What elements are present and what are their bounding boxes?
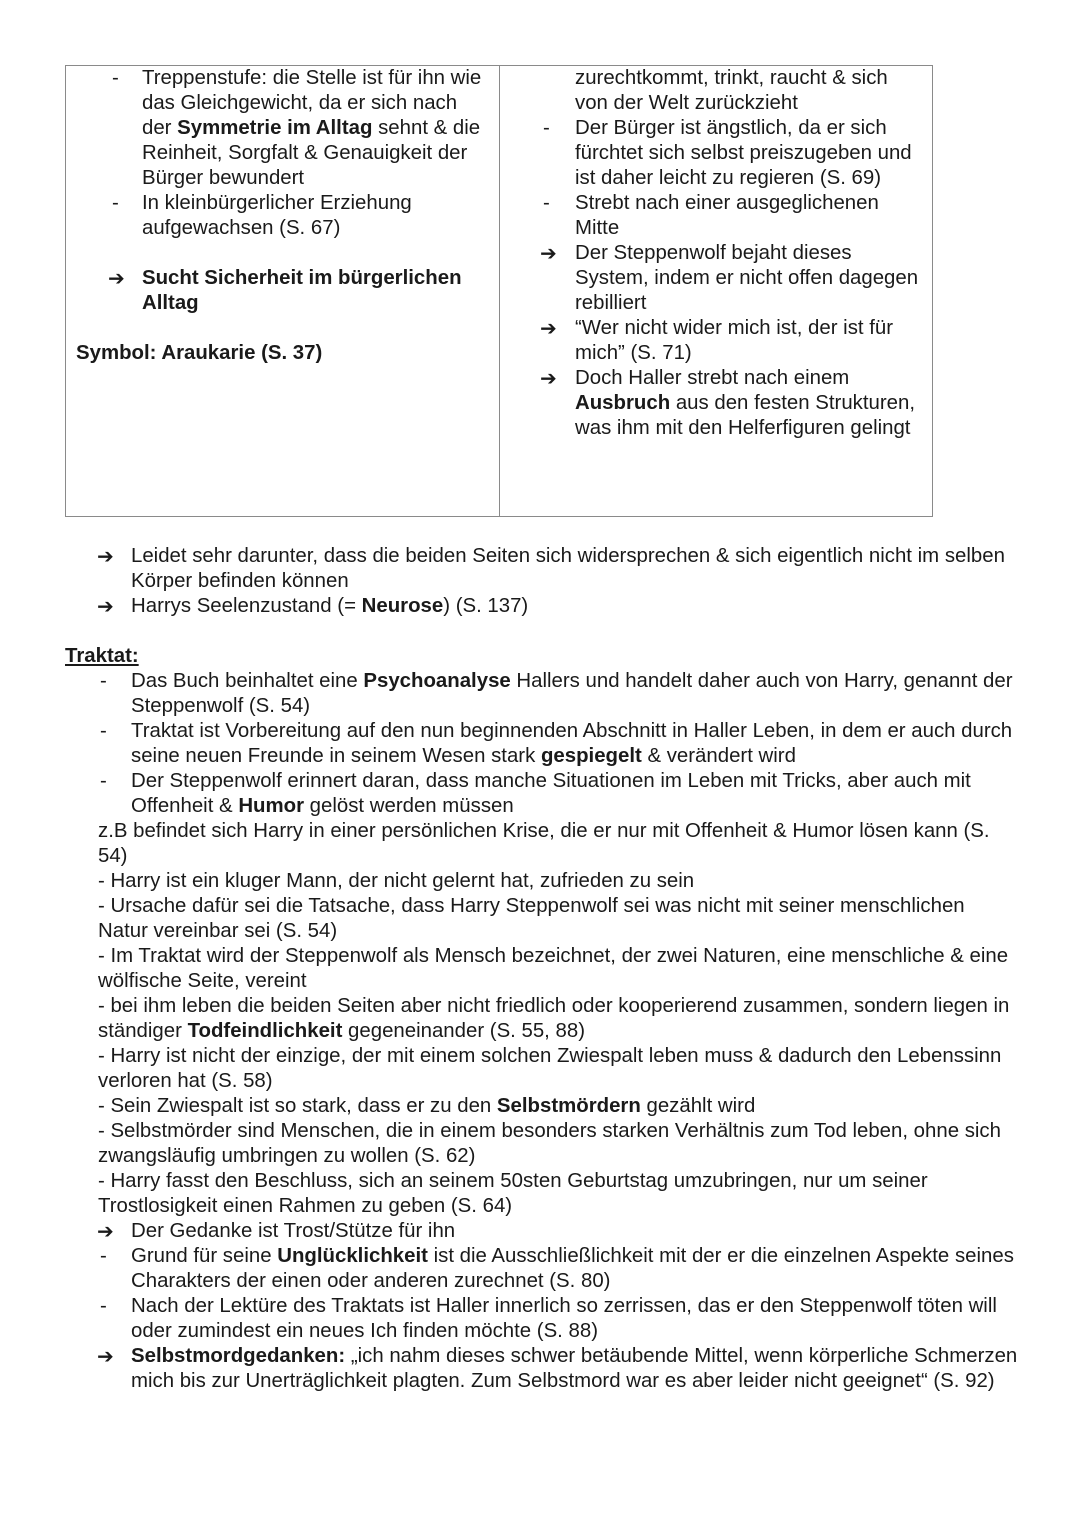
spacer xyxy=(66,316,499,341)
arrow-bullet-item xyxy=(0,1219,1080,1244)
arrow-bullet-item xyxy=(500,366,932,441)
text: In kleinbürgerlicher Erziehung aufgewachsen (S. 67) xyxy=(142,192,412,239)
arrow-bullet-item xyxy=(66,266,499,316)
bold-text: Selbstmordgedanken: xyxy=(131,1345,346,1367)
arrow-bullet-item xyxy=(500,241,932,316)
text: - bei ihm leben die beiden Seiten aber nicht friedlich oder kooperierend zusammen, sondern liegen in ständiger xyxy=(98,995,1010,1042)
bold-text: gespiegelt xyxy=(540,745,642,767)
text-line xyxy=(0,1119,1080,1169)
text: gelöst werden müssen xyxy=(304,795,514,817)
bold-text: Selbstmördern xyxy=(496,1095,641,1117)
text: Doch Haller strebt nach einem xyxy=(575,367,850,389)
traktat-heading: Traktat: xyxy=(65,645,139,667)
dash-bullet-item xyxy=(0,1244,1080,1294)
bold-text: Psychoanalyse xyxy=(363,670,511,692)
dash-bullet-item xyxy=(66,191,499,241)
dash-bullet-item xyxy=(66,66,499,191)
text: - Im Traktat wird der Steppenwolf als Mensch bezeichnet, der zwei Naturen, eine menschliche & eine wölfische Seite, vereint xyxy=(98,945,1009,992)
text-line xyxy=(0,894,1080,944)
arrow-bullet-item xyxy=(500,316,932,366)
dash-bullet-marker: - xyxy=(100,770,107,792)
dash-bullet-item xyxy=(500,116,932,191)
text: zurechtkommt, trinkt, raucht & sich von der Welt zurückzieht xyxy=(575,67,888,114)
dash-bullet-marker: - xyxy=(100,1295,107,1317)
dash-bullet-marker: - xyxy=(100,670,107,692)
dash-bullet-marker: - xyxy=(543,117,550,139)
text-line xyxy=(0,819,1080,869)
text: Der Bürger ist ängstlich, da er sich fürchtet sich selbst preiszugeben und ist daher leicht zu regieren (S. 69) xyxy=(575,117,912,189)
dash-bullet-marker: - xyxy=(100,720,107,742)
text: gegeneinander (S. 55, 88) xyxy=(342,1020,585,1042)
arrow-bullet-item xyxy=(0,594,1080,619)
bold-text: Symmetrie im Alltag xyxy=(177,117,373,139)
dash-bullet-item xyxy=(0,669,1080,719)
text: „ich nahm dieses schwer betäubende Mittel, wenn körperliche Schmerzen mich bis zur Unerträglichkeit plagten. Zum Selbstmord war es aber leider nicht geeignet“ (S. 92) xyxy=(131,1345,1018,1392)
text: Der Steppenwolf erinnert daran, dass manche Situationen im Leben mit Tricks, aber auch mit Offenheit & xyxy=(131,770,971,817)
text: - Ursache dafür sei die Tatsache, dass Harry Steppenwolf sei was nicht mit seiner menschlichen Natur vereinbar sei (S. 54) xyxy=(98,895,965,942)
bold-text: Neurose xyxy=(361,595,444,617)
text-line xyxy=(66,341,499,366)
text: Leidet sehr darunter, dass die beiden Seiten sich widersprechen & sich eigentlich nicht im selben Körper befinden können xyxy=(131,545,1005,592)
arrow-right-icon: ➔ xyxy=(540,316,557,340)
arrow-bullet-item xyxy=(0,544,1080,594)
arrow-bullet-item xyxy=(0,1344,1080,1394)
text: Grund für seine xyxy=(131,1245,278,1267)
text: - Harry ist nicht der einzige, der mit einem solchen Zwiespalt leben muss & dadurch den Lebenssinn verloren hat (S. 58) xyxy=(98,1045,1002,1092)
text: Harrys Seelenzustand (= xyxy=(131,595,362,617)
text: - Sein Zwiespalt ist so stark, dass er zu den xyxy=(98,1095,497,1117)
spacer xyxy=(66,241,499,266)
dash-bullet-marker: - xyxy=(543,192,550,214)
arrow-right-icon: ➔ xyxy=(108,266,125,290)
text-line xyxy=(500,66,932,116)
text-line xyxy=(0,869,1080,894)
dash-bullet-item xyxy=(0,1294,1080,1344)
text-line xyxy=(0,994,1080,1044)
text: Der Gedanke ist Trost/Stütze für ihn xyxy=(131,1220,456,1242)
arrow-right-icon: ➔ xyxy=(97,1219,114,1243)
comparison-table xyxy=(65,65,933,517)
text: sehnt & die Reinheit, Sorgfalt & Genauigkeit der Bürger bewundert xyxy=(142,117,481,189)
bold-text: Humor xyxy=(238,795,305,817)
bold-text: Sucht Sicherheit im bürgerlichen Alltag xyxy=(142,267,462,314)
dash-bullet-item xyxy=(0,719,1080,769)
text: ) (S. 137) xyxy=(443,595,529,617)
text-line xyxy=(0,944,1080,994)
text: gezählt wird xyxy=(640,1095,756,1117)
text-line xyxy=(0,1169,1080,1219)
arrow-right-icon: ➔ xyxy=(540,241,557,265)
text: z.B befindet sich Harry in einer persönlichen Krise, die er nur mit Offenheit & Humor lösen kann (S. 54) xyxy=(98,820,990,867)
text: Der Steppenwolf bejaht dieses System, indem er nicht offen dagegen rebilliert xyxy=(575,242,919,314)
bold-text: Unglücklichkeit xyxy=(277,1245,428,1267)
dash-bullet-item xyxy=(0,769,1080,819)
text: Treppenstufe: die Stelle ist für ihn wie das Gleichgewicht, da er sich nach der xyxy=(142,67,482,139)
table-cell-left xyxy=(66,66,500,516)
text: - Harry fasst den Beschluss, sich an seinem 50sten Geburtstag umzubringen, nur um seiner Trostlosigkeit einen Rahmen zu geben (S. 64) xyxy=(98,1170,928,1217)
traktat-items xyxy=(0,669,1080,1394)
arrow-right-icon: ➔ xyxy=(97,544,114,568)
arrow-right-icon: ➔ xyxy=(97,594,114,618)
text: aus den festen Strukturen, was ihm mit den Helferfiguren gelingt xyxy=(575,392,916,439)
text-line xyxy=(0,1094,1080,1119)
text: Traktat ist Vorbereitung auf den nun beginnenden Abschnitt in Haller Leben, in dem er auch durch seine neuen Freunde in seinem Wesen stark xyxy=(131,720,1013,767)
text: Hallers und handelt daher auch von Harry, genannt der Steppenwolf (S. 54) xyxy=(131,670,1013,717)
text: “Wer nicht wider mich ist, der ist für mich” (S. 71) xyxy=(575,317,894,364)
dash-bullet-marker: - xyxy=(100,1245,107,1267)
table-cell-right xyxy=(500,66,932,516)
text: & verändert wird xyxy=(641,745,796,767)
dash-bullet-marker: - xyxy=(112,67,119,89)
bold-text: Ausbruch xyxy=(575,392,671,414)
bold-text: Todfeindlichkeit xyxy=(187,1020,343,1042)
text: - Selbstmörder sind Menschen, die in einem besonders starken Verhältnis zum Tod leben, ohne sich zwangsläufig umbringen zu wollen (S. 62) xyxy=(98,1120,1001,1167)
text-line xyxy=(0,1044,1080,1094)
traktat-section xyxy=(0,644,1080,1394)
arrow-right-icon: ➔ xyxy=(97,1344,114,1368)
arrow-right-icon: ➔ xyxy=(540,366,557,390)
after-table-block xyxy=(0,544,1080,619)
text: ist die Ausschließlichkeit mit der er die einzelnen Aspekte seines Charakters der einen oder anderen zurechnet (S. 80) xyxy=(131,1245,1014,1292)
text: Strebt nach einer ausgeglichenen Mitte xyxy=(575,192,879,239)
text: - Harry ist ein kluger Mann, der nicht gelernt hat, zufrieden zu sein xyxy=(98,870,695,892)
dash-bullet-item xyxy=(500,191,932,241)
bold-text: Symbol: Araukarie (S. 37) xyxy=(76,342,323,364)
text: Nach der Lektüre des Traktats ist Haller innerlich so zerrissen, das er den Steppenwolf töten will oder zumindest ein neues Ich finden möchte (S. 88) xyxy=(131,1295,997,1342)
text: Das Buch beinhaltet eine xyxy=(131,670,364,692)
dash-bullet-marker: - xyxy=(112,192,119,214)
